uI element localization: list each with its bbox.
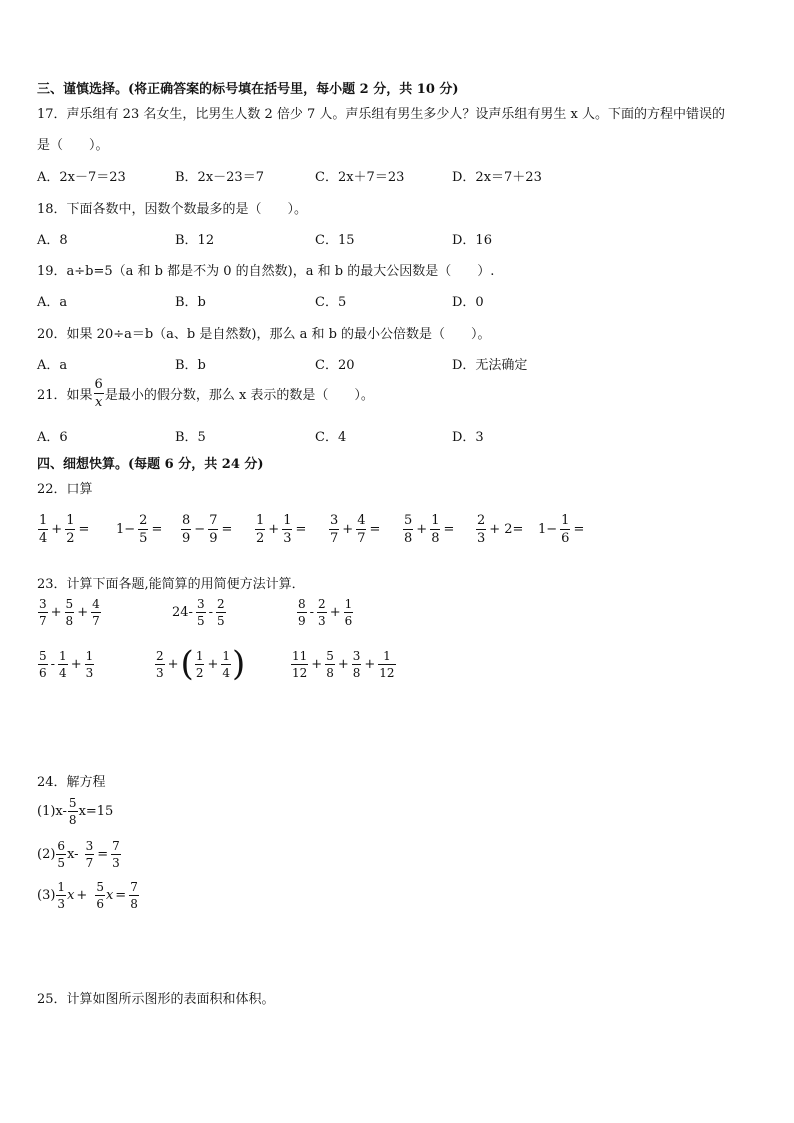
fraction-bar <box>352 664 362 665</box>
equals: = <box>115 888 127 903</box>
num: 1 <box>283 513 292 528</box>
operator: - <box>309 605 315 620</box>
fraction-bar <box>56 854 66 855</box>
num: 1 <box>561 513 570 528</box>
num: 8 <box>298 597 306 611</box>
fraction-bar <box>196 612 206 613</box>
q17-option-b: B．2x－23＝7 <box>175 170 264 185</box>
q24-label: 24．解方程 <box>37 775 106 790</box>
den: 5 <box>216 614 225 628</box>
num: 1 <box>431 513 440 528</box>
q23-label: 23．计算下面各题,能简算的用简便方法计算． <box>37 577 305 592</box>
operator: + <box>342 522 354 537</box>
operator: + <box>76 888 88 903</box>
q22-item-5 <box>328 514 382 545</box>
den: 7 <box>92 614 100 628</box>
num: 1 <box>85 649 94 663</box>
q18-option-a: A．8 <box>37 233 68 248</box>
num: 3 <box>352 649 361 663</box>
q20-option-c: C．20 <box>315 358 355 373</box>
den: 8 <box>68 813 77 827</box>
den: 3 <box>318 614 326 628</box>
den: 5 <box>139 531 148 546</box>
num: 5 <box>39 649 47 663</box>
den: 7 <box>85 856 94 870</box>
fraction-bar <box>325 664 335 665</box>
q23-expr-2 <box>170 598 227 627</box>
q21-frac-den: x <box>95 395 103 410</box>
q20-option-b: B．b <box>175 358 206 373</box>
operator: + <box>311 657 323 672</box>
q23-expr-6 <box>290 650 397 679</box>
den: 8 <box>326 666 334 680</box>
q17-option-d: D．2x＝7＋23 <box>452 170 542 185</box>
fraction-bar <box>85 664 95 665</box>
den: 2 <box>66 531 75 546</box>
den: 8 <box>352 666 361 680</box>
q22-label: 22．口算 <box>37 482 93 497</box>
num: 2 <box>477 513 486 528</box>
q17-text-line1: 17．声乐组有 23 名女生，比男生人数 2 倍少 7 人。声乐组有男生多少人？设声乐组有男生 x 人。下面的方程中错误的 <box>37 107 726 122</box>
den: 8 <box>130 897 138 911</box>
num: 5 <box>96 880 104 894</box>
q21-frac-num: 6 <box>94 377 103 392</box>
q22-item-3 <box>180 514 234 545</box>
den: 9 <box>209 531 218 546</box>
fraction-bar <box>208 529 218 530</box>
den: 5 <box>57 856 66 870</box>
fraction-bar <box>356 529 366 530</box>
eq1-suffix: x=15 <box>78 804 114 819</box>
num: 1 <box>195 648 204 663</box>
den: 8 <box>431 531 440 546</box>
q17-text-line2: 是（ ）。 <box>37 138 109 153</box>
den: 5 <box>196 614 205 628</box>
q21-option-b: B．5 <box>175 430 206 445</box>
den: 12 <box>379 666 395 680</box>
variable-x: x <box>105 888 114 903</box>
operator: - <box>208 605 213 620</box>
den: 9 <box>182 531 191 546</box>
q17-option-c: C．2x＋7＝23 <box>315 170 405 185</box>
fraction-bar <box>155 664 165 665</box>
num: 7 <box>112 839 120 853</box>
num: 3 <box>39 597 47 611</box>
fraction-bar <box>378 664 395 665</box>
fraction-bar <box>560 529 570 530</box>
fraction-bar <box>216 612 226 613</box>
fraction-bar <box>56 895 66 896</box>
q21-option-d: D．3 <box>452 430 484 445</box>
operator: + <box>364 657 376 672</box>
fraction-bar <box>344 612 354 613</box>
q19-text: 19．a÷b=5（a 和 b 都是不为 0 的自然数)，a 和 b 的最大公因数是（ ）. <box>37 264 495 279</box>
q22-item-8 <box>536 514 586 545</box>
prefix: 1− <box>538 522 558 537</box>
num: 5 <box>65 597 74 611</box>
fraction-bar <box>38 529 48 530</box>
operator: − <box>194 522 206 537</box>
fraction-bar <box>111 854 121 855</box>
fraction-bar <box>476 529 486 530</box>
equals: = <box>78 522 90 537</box>
operator: + <box>51 522 63 537</box>
fraction-bar <box>38 664 48 665</box>
equals: = <box>151 522 163 537</box>
num: 5 <box>404 513 413 528</box>
num: 1 <box>383 649 391 663</box>
num: 2 <box>318 597 326 611</box>
fraction-bar <box>65 612 75 613</box>
left-paren: ( <box>180 644 194 684</box>
den: 12 <box>292 666 308 680</box>
operator: + <box>329 605 341 620</box>
fraction-bar <box>94 393 104 394</box>
q18-text: 18．下面各数中，因数个数最多的是（ ）。 <box>37 202 308 217</box>
den: 7 <box>39 614 47 628</box>
fraction-bar <box>38 612 48 613</box>
num: 1 <box>39 513 48 528</box>
q23-expr-3 <box>296 598 354 627</box>
variable-x: x <box>67 888 75 903</box>
eq2-mid: x- <box>67 847 79 862</box>
den: 7 <box>357 531 366 546</box>
equals: = <box>97 847 109 862</box>
num: 7 <box>130 880 138 894</box>
fraction-bar <box>403 529 413 530</box>
num: 1 <box>222 648 230 663</box>
q18-option-c: C．15 <box>315 233 355 248</box>
den: 6 <box>561 531 570 546</box>
num: 1 <box>57 880 66 894</box>
fraction-bar <box>85 854 95 855</box>
den: 3 <box>477 531 486 546</box>
den: 3 <box>283 531 292 546</box>
q21-fraction <box>94 378 104 409</box>
den: 6 <box>96 897 104 911</box>
fraction-bar <box>65 529 75 530</box>
q22-item-1 <box>37 514 91 545</box>
den: 6 <box>39 666 47 680</box>
q18-option-b: B．12 <box>175 233 215 248</box>
prefix: 24- <box>172 605 193 620</box>
equals: = <box>573 522 585 537</box>
num: 3 <box>330 513 339 528</box>
q21-text <box>37 378 374 409</box>
q17-option-a: A．2x－7＝23 <box>37 170 126 185</box>
fraction-bar <box>282 529 292 530</box>
prefix: 1− <box>116 522 136 537</box>
q25-label: 25．计算如图所示图形的表面积和体积。 <box>37 992 275 1007</box>
den: 2 <box>195 665 204 680</box>
fraction-bar <box>91 612 101 613</box>
q24-equation-1 <box>37 797 113 826</box>
fraction-bar <box>221 664 231 665</box>
num: 6 <box>57 839 66 853</box>
equals: = <box>369 522 381 537</box>
num: 5 <box>326 649 334 663</box>
num: 1 <box>344 597 353 611</box>
fraction-bar <box>430 529 440 530</box>
q22-item-6 <box>402 514 456 545</box>
num: 3 <box>196 597 205 611</box>
q22-item-4 <box>254 514 308 545</box>
q20-text: 20．如果 20÷a＝b（a、b 是自然数)，那么 a 和 b 的最小公倍数是（ ）。 <box>37 327 491 342</box>
den: 4 <box>39 531 48 546</box>
q21-prefix: 21．如果 <box>37 388 93 403</box>
q23-expr-5 <box>154 644 246 684</box>
q19-option-a: A．a <box>37 295 68 310</box>
den: 2 <box>256 531 265 546</box>
num: 2 <box>139 513 148 528</box>
den: 3 <box>57 897 66 911</box>
fraction-bar <box>58 664 68 665</box>
equals: = <box>295 522 307 537</box>
eq3-prefix: (3) <box>37 888 56 903</box>
num: 1 <box>256 513 265 528</box>
den: 8 <box>404 531 413 546</box>
q19-option-b: B．b <box>175 295 206 310</box>
q24-equation-3 <box>37 881 140 910</box>
equals: = <box>443 522 455 537</box>
operator: + <box>489 522 501 537</box>
den: 3 <box>156 665 164 680</box>
operator: + <box>337 657 349 672</box>
num: 7 <box>209 513 218 528</box>
q21-option-c: C．4 <box>315 430 347 445</box>
den: 6 <box>344 614 353 628</box>
operator: + <box>167 656 179 672</box>
fraction-bar <box>129 895 139 896</box>
den: 7 <box>330 531 339 546</box>
operator: + <box>77 605 89 620</box>
eq2-prefix: (2) <box>37 847 56 862</box>
q21-option-a: A．6 <box>37 430 68 445</box>
operator: + <box>70 657 82 672</box>
num: 4 <box>357 513 366 528</box>
fraction-bar <box>255 529 265 530</box>
fraction-bar <box>297 612 307 613</box>
fraction-bar <box>95 895 105 896</box>
q22-item-2 <box>114 514 164 545</box>
fraction-bar <box>68 811 78 812</box>
section-3-heading: 三、谨慎选择。(将正确答案的标号填在括号里，每小题 2 分，共 10 分) <box>37 82 459 97</box>
num: 2 <box>216 597 225 611</box>
den: 4 <box>59 666 67 680</box>
q24-equation-2 <box>37 840 122 869</box>
num: 1 <box>59 649 67 663</box>
num: 2 <box>156 648 164 663</box>
fraction-bar <box>195 664 205 665</box>
section-4-heading: 四、细想快算。(每题 6 分，共 24 分) <box>37 457 264 472</box>
den: 3 <box>85 666 94 680</box>
den: 4 <box>222 665 230 680</box>
fraction-bar <box>291 664 308 665</box>
q21-suffix: 是最小的假分数，那么 x 表示的数是（ ）。 <box>104 388 374 403</box>
fraction-bar <box>181 529 191 530</box>
q19-option-d: D．0 <box>452 295 484 310</box>
q19-option-c: C．5 <box>315 295 347 310</box>
den: 3 <box>112 856 120 870</box>
equals: 2= <box>504 522 524 537</box>
q18-option-d: D．16 <box>452 233 492 248</box>
num: 11 <box>292 649 308 663</box>
operator: + <box>207 656 219 672</box>
equals: = <box>221 522 233 537</box>
operator: + <box>268 522 280 537</box>
operator: + <box>50 605 62 620</box>
num: 1 <box>66 513 75 528</box>
den: 8 <box>65 614 74 628</box>
fraction-bar <box>329 529 339 530</box>
num: 5 <box>68 796 77 810</box>
den: 9 <box>298 614 306 628</box>
q22-item-7 <box>475 514 525 545</box>
eq1-prefix: (1)x- <box>37 804 67 819</box>
q23-expr-4 <box>37 650 95 679</box>
num: 4 <box>92 597 100 611</box>
fraction-bar <box>138 529 148 530</box>
fraction-bar <box>317 612 327 613</box>
num: 3 <box>85 839 94 853</box>
operator: + <box>416 522 428 537</box>
q20-option-d: D．无法确定 <box>452 358 528 373</box>
q20-option-a: A．a <box>37 358 68 373</box>
q23-expr-1 <box>37 598 102 627</box>
operator: - <box>50 657 56 672</box>
right-paren: ) <box>232 644 246 684</box>
num: 8 <box>182 513 191 528</box>
